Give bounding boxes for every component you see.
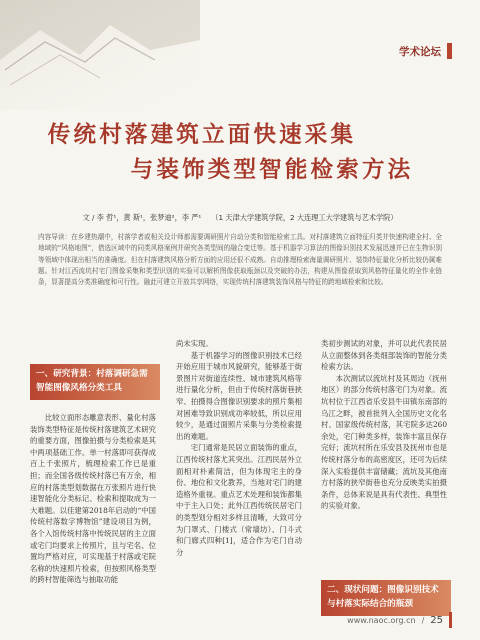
section-tag-bar bbox=[447, 43, 452, 59]
section-tag: 学术论坛 bbox=[399, 43, 452, 59]
abstract: 内容导读：在乡建热潮中，村落学者或相关设计师都需要调研照片自动分类和智能检索工具。对村落建筑立面特征归类并快速构建全村、全地域的“风格地图”，借选区域中的同类风格案例并研究各类型间的融合变迁等。基于机器学习算法的图像识别技术发展迅速并已在生物识别等领域中体现出相当的准确度。但在村落建筑风格分析方面的应用还很不成熟。自动推理检索海量调研照片、装饰特征量化分析比较仍属难题。针对江西流坑村宅门图像采集和类型识别的实验可以解析图像获取瓶颈以及突破的办法，构建从图像获取到风格特征量化的全作业链条，显著提高分类准确度和可行性。融此可建立开放共享网络，实现传统村落建筑装饰风格与特征的跨地域检索和比较。 bbox=[38, 233, 442, 287]
article-title-line1: 传统村落建筑立面快速采集 bbox=[47, 122, 357, 148]
page-number: 25 bbox=[430, 614, 443, 626]
affiliations: （1 天津大学建筑学院，2 大连理工大学建筑与艺术学院） bbox=[211, 213, 398, 222]
paragraph: 类初步测试的对象，并可以此代表民居从立面整体到各类细部装饰的智能分类检索方法。 bbox=[321, 339, 447, 372]
column-2 bbox=[176, 338, 302, 558]
footer-bar bbox=[449, 612, 452, 628]
paragraph: 比较立面形态雕意表形、量化村落装饰类型特征是传统村落建筑艺术研究的重要方面，图像拍摄与分类检索是其中两项基础工作。单一村落即可获得成百上千张照片，梳理检索工作已是重担；而全国各级传统村落已有万余，相应的村落类型划数据在万张照片进行快速智能化分类标记、检索和提取成为一大难题。以佳建第2018年启动的“中国传统村落数字博物馆”建设项目为例，各个入馆传统村落中传统民居的主立面或宅门均要求上传照片，且与宅名、位置均严格对应，可实现基于村落或宅院名称的快速照片检索，但按照风格类型的跨村智能筛选与抽取功能 bbox=[30, 413, 156, 585]
paragraph: 本次测试以流坑村及其周边（抚州地区）的部分传统村落宅门为对象。流坑村位于江西省乐安县牛田镇东南部的乌江之畔，被首批列入全国历史文化名村、国家级传统村落，其宅院多达260余处，宅门种类多样，装饰丰富且保存完好；流坑村所在乐安县及抚州市也是传统村落分布的高密度区，还可为后续深入实验提供丰富储藏；流坑及其他南方村落的狭窄街巷也充分反映类实拍摄条件，总体来说是具有代表性、典型性的实验对象。 bbox=[321, 373, 447, 511]
paragraph: 尚未实现。 bbox=[176, 339, 213, 348]
column-1 bbox=[30, 412, 156, 586]
footer-url: www.naoc.org.cn bbox=[347, 615, 416, 625]
roof-decoration bbox=[0, 0, 200, 110]
column-3 bbox=[321, 338, 447, 512]
author-line bbox=[0, 213, 480, 223]
section-heading-2: 二、现状问题：图像识别技术与村落实际结合的瓶颈 bbox=[321, 580, 451, 616]
paragraph: 宅门通常是民居立面装饰的重点，江西传统村落尤其突出。江西民居外立面相对朴素简洁，但为体现宅主的身份、地位和文化教养，当地对宅门的建造格外重视。重点艺术处理和装饰都集中于主入口处；此外江西传统民居宅门的类型划分相对多样且清晰，大致可分为门罩式、门楼式（常墙坊）、门斗式和门廊式四种[1]，适合作为宅门自动分 bbox=[176, 443, 302, 557]
section-heading-1: 一、研究背景：村落调研急需智能图像风格分类工具 bbox=[30, 364, 160, 400]
page-footer: www.naoc.org.cn / 25 bbox=[347, 612, 452, 628]
paragraph: 基于机器学习的图像识别技术已经开始应用于城市风貌研究，能够基于街景图片对街道连续性、城市建筑风格等进行量化分析，但由于传统村落街巷狭窄、拍摄得合图像识别要求的照片集相对困难导致识别成功率较低，所以应用较少，是通过面照片采集与分类检索提出的难题。 bbox=[176, 350, 302, 441]
article-title-line2: 与装饰类型智能检索方法 bbox=[130, 157, 414, 183]
author-names: 文 / 李 哲¹，黄 斯¹，张梦迪²，李 严¹ bbox=[82, 213, 202, 222]
